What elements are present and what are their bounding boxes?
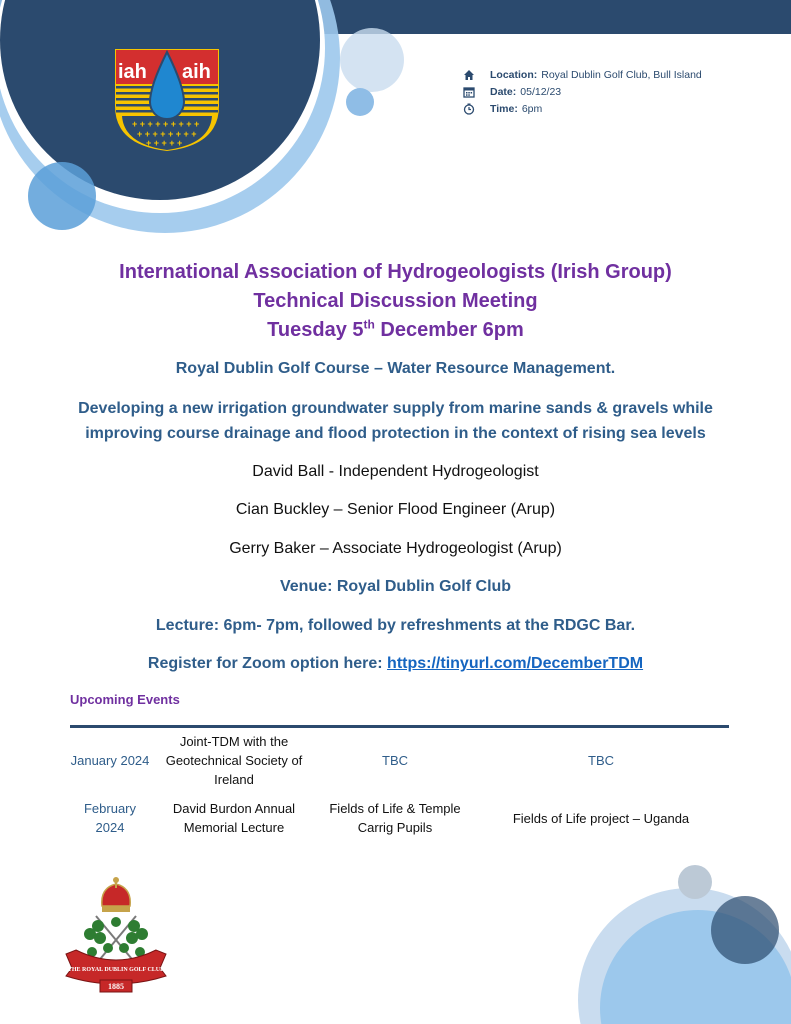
home-icon [462,68,475,81]
date-label: Date: [490,85,517,98]
upcoming-events-heading: Upcoming Events [70,692,180,707]
golf-club-crest [62,872,170,996]
logo-right-text: aih [182,61,211,83]
event-speaker: Fields of Life & Temple Carrig Pupils [329,801,461,835]
upcoming-divider [70,725,729,728]
logo-left-text: iah [118,61,147,83]
iah-logo [112,46,222,154]
location-label: Location: [490,68,538,81]
event-topic: TBC [588,752,614,768]
location-row [462,66,702,83]
speaker-1: David Ball - Independent Hydrogeologist [252,463,539,480]
speaker-3: Gerry Baker – Associate Hydrogeologist (Arup) [229,540,562,557]
event-title: David Burdon Annual Memorial Lecture [172,801,296,835]
topic-line-1: Developing a new irrigation groundwater supply from marine sands & gravels while [78,400,713,417]
svg-text:+ + + + +: + + + + + [146,138,183,148]
event-title: Joint-TDM with the Geotechnical Society of Ireland [165,733,303,787]
register-text: Register for Zoom option here: [147,655,388,672]
event-topic: Fields of Life project – Uganda [512,810,690,826]
topic-line-2: improving course drainage and flood protection in the context of rising sea levels [85,425,706,442]
title-line-2: Technical Discussion Meeting [253,290,538,312]
location-value: Royal Dublin Golf Club, Bull Island [541,68,702,81]
calendar-icon [462,85,475,98]
crest-banner-text: THE ROYAL DUBLIN GOLF CLUB [67,967,165,973]
event-speaker: TBC [382,752,408,768]
title-line-3 [0,316,791,345]
event-month: February 2024 [83,801,137,835]
speaker-2: Cian Buckley – Senior Flood Engineer (Arup) [235,501,556,518]
crown-icon [102,877,130,912]
date-value: 05/12/23 [520,85,562,98]
time-label: Time: [490,102,518,115]
time-row [462,100,702,117]
venue: Venue: Royal Dublin Golf Club [279,578,512,595]
shamrock-icon [84,917,148,957]
svg-text:+ + + + + + + +: + + + + + + + + [137,129,197,139]
subtitle: Royal Dublin Golf Course – Water Resource Management. [175,360,616,377]
event-month: January 2024 [70,752,150,768]
title-month-time: December 6pm [374,319,524,341]
register-line [0,655,791,673]
crest-year: 1885 [108,982,124,991]
title-line-1: International Association of Hydrogeologists (Irish Group) [119,261,672,283]
title-day: Tuesday 5 [267,319,364,341]
zoom-registration-link[interactable]: https://tinyurl.com/DecemberTDM [387,655,644,672]
title-superscript: th [363,317,375,332]
svg-text:+ + + + + + + + +: + + + + + + + + + [132,119,200,129]
event-info [462,66,702,117]
footer-decoration [560,850,791,1024]
time-value: 6pm [521,102,543,115]
clock-icon [462,102,475,115]
date-row [462,83,702,100]
lecture-info: Lecture: 6pm- 7pm, followed by refreshments at the RDGC Bar. [155,617,636,634]
